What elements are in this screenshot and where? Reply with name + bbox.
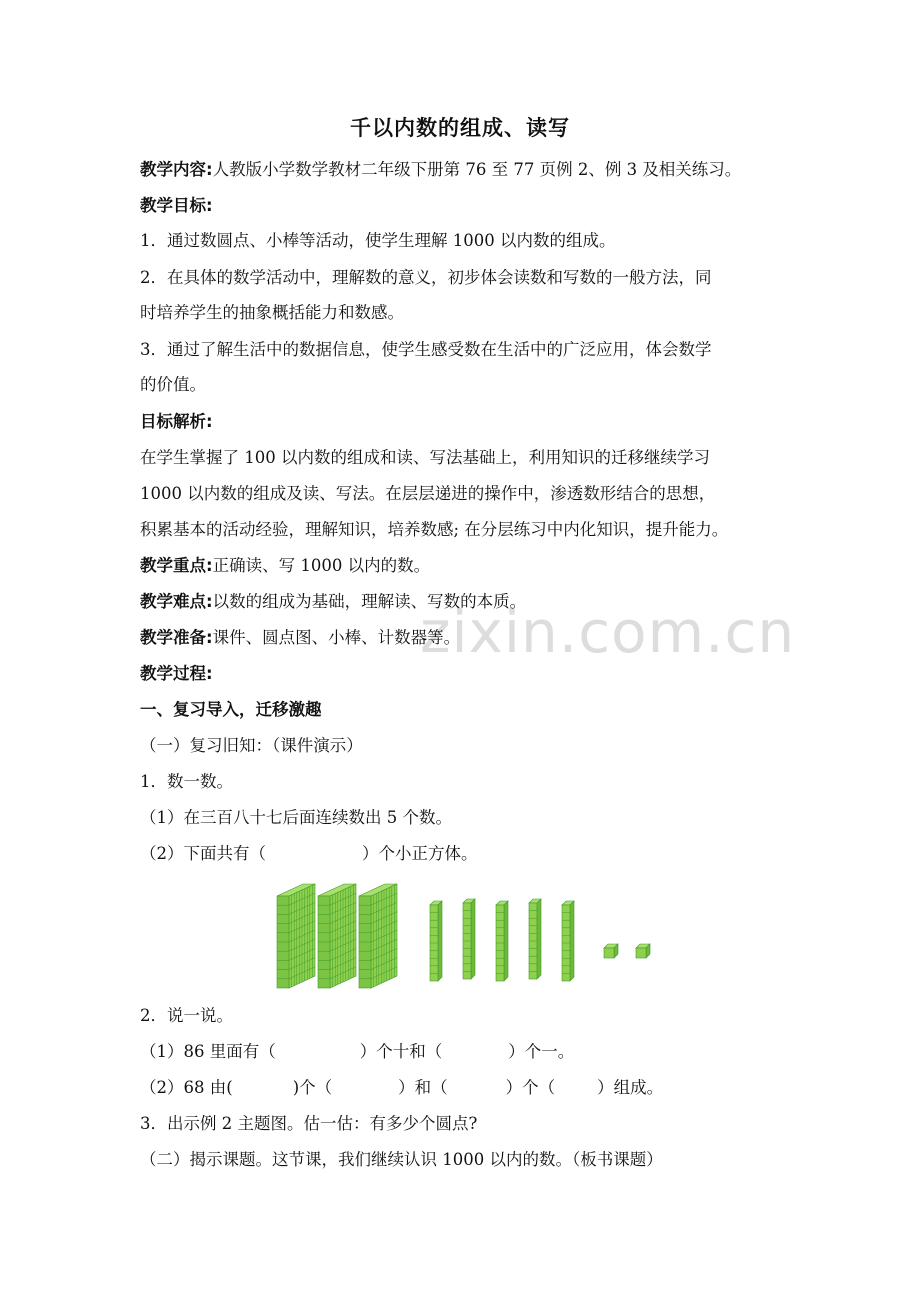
difficulty-text: 以数的组成为基础，理解读、写数的本质。	[212, 592, 527, 611]
question-2: 2．说一说。	[140, 1006, 233, 1025]
content-text: 人教版小学数学教材二年级下册第 76 至 77 页例 2、例 3 及相关练习。	[212, 160, 742, 179]
question-2b-part-1: （2）68 由(	[140, 1078, 233, 1097]
question-1b-suffix: ）个小正方体。	[362, 844, 478, 863]
ten-rod-block	[430, 901, 442, 981]
analysis-line-2: 1000 以内数的组成及读、写法。在层层递进的操作中，渗透数形结合的思想，	[140, 484, 716, 503]
question-1: 1．数一数。	[140, 772, 233, 791]
goal-2-line-2: 时培养学生的抽象概括能力和数感。	[140, 303, 404, 322]
question-2b	[140, 1076, 663, 1100]
goals-heading: 教学目标:	[140, 196, 213, 215]
page-title: 千以内数的组成、读写	[350, 116, 570, 140]
ten-rod-block	[496, 901, 508, 981]
goal-1: 1．通过数圆点、小棒等活动，使学生理解 1000 以内数的组成。	[140, 231, 616, 250]
section-1-heading: 一、复习导入，迁移激趣	[140, 700, 322, 719]
question-2a-part-3: ）个一。	[508, 1042, 575, 1061]
difficulty-label: 教学难点:	[140, 592, 213, 611]
analysis-line-1: 在学生掌握了 100 以内数的组成和读、写法基础上，利用知识的迁移继续学习	[140, 448, 710, 467]
analysis-line-3: 积累基本的活动经验，理解知识，培养数感; 在分层练习中内化知识，提升能力。	[140, 520, 729, 539]
goal-2-line-1: 2．在具体的数学活动中，理解数的意义，初步体会读数和写数的一般方法，同	[140, 268, 712, 287]
question-2a	[140, 1040, 574, 1064]
ten-rod-block	[463, 899, 475, 979]
hundred-flat-block	[277, 884, 315, 988]
unit-cube-block	[636, 944, 650, 958]
preparation-text: 课件、圆点图、小棒、计数器等。	[212, 628, 461, 647]
analysis-heading: 目标解析:	[140, 412, 213, 431]
reveal-topic-line: （二）揭示课题。这节课，我们继续认识 1000 以内的数。（板书课题）	[140, 1150, 663, 1169]
key-point-text: 正确读、写 1000 以内的数。	[212, 556, 431, 575]
question-1a: （1）在三百八十七后面连续数出 5 个数。	[140, 808, 452, 827]
question-2a-part-2: ）个十和（	[359, 1042, 443, 1061]
question-2b-part-2: )个（	[292, 1078, 333, 1097]
question-2b-part-4: ）个（	[505, 1078, 556, 1097]
content-label: 教学内容:	[140, 160, 213, 179]
hundred-flat-block	[318, 884, 356, 988]
preparation-label: 教学准备:	[140, 628, 213, 647]
watermark: zixin.com.cn	[420, 598, 796, 666]
goal-3-line-1: 3．通过了解生活中的数据信息，使学生感受数在生活中的广泛应用，体会数学	[140, 340, 712, 359]
question-1b-prefix: （2）下面共有（	[140, 844, 266, 863]
process-heading: 教学过程:	[140, 664, 213, 683]
ten-rod-block	[562, 901, 574, 981]
review-subheading: （一）复习旧知：（课件演示）	[140, 736, 363, 755]
unit-cube-block	[604, 944, 618, 958]
key-point-label: 教学重点:	[140, 556, 213, 575]
question-2b-part-5: ）组成。	[597, 1078, 664, 1097]
question-2a-part-1: （1）86 里面有（	[140, 1042, 276, 1061]
hundred-flat-block	[359, 884, 397, 988]
question-3: 3．出示例 2 主题图。估一估：有多少个圆点?	[140, 1114, 478, 1133]
goal-3-line-2: 的价值。	[140, 375, 206, 394]
ten-rod-block	[529, 899, 541, 979]
question-2b-part-3: ）和（	[398, 1078, 448, 1097]
